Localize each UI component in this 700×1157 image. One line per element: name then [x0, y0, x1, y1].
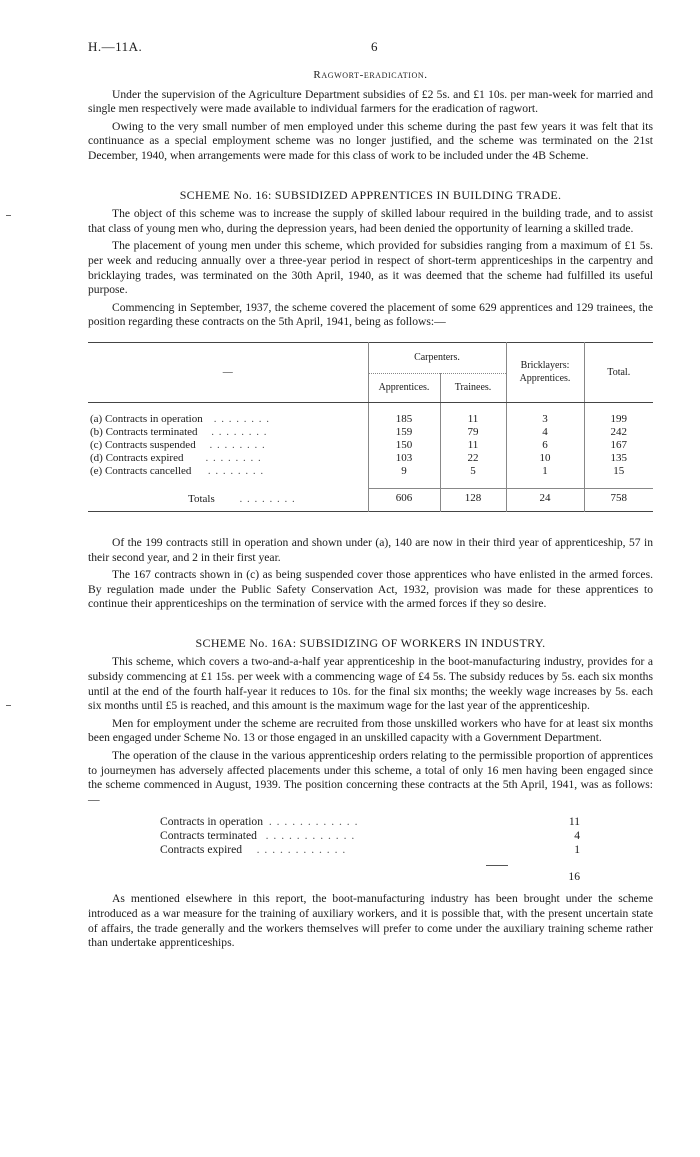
table-header-carpenters: Carpenters. [368, 342, 506, 373]
table-header-bricklayers: Bricklayers: Apprentices. [506, 342, 584, 402]
cell-total: 135 [584, 452, 653, 465]
cell-trainees: 11 [440, 439, 506, 452]
sum-rule [486, 865, 508, 866]
leader-dots: . . . . . . . . [207, 464, 265, 477]
cell-trainees: 5 [440, 465, 506, 478]
table-header-trainees: Trainees. [440, 373, 506, 402]
list-value: 11 [568, 815, 580, 829]
paragraph: Owing to the very small number of men employed under this scheme during the past few years it was felt that its continuance as a special employment scheme was no longer justified, and the scheme was terminated on the 21st December, 1940, when arrangements were made for this class of work to be included under the 4B Scheme. [88, 119, 653, 162]
cell-apprentices: 9 [368, 465, 440, 478]
margin-mark [6, 705, 11, 706]
section-heading-scheme-16a: SCHEME No. 16A: SUBSIDIZING OF WORKERS IN INDUSTRY. [195, 635, 546, 650]
list-item [160, 815, 580, 829]
list-item [160, 829, 580, 843]
cell-total: 15 [584, 465, 653, 478]
table-row [88, 426, 653, 439]
page-body [88, 68, 653, 951]
contracts-list [88, 815, 653, 884]
list-value: 1 [574, 843, 580, 857]
paragraph: Of the 199 contracts still in operation and shown under (a), 140 are now in their third year of apprenticeship, 57 in their second year, and 2 in their first year. [88, 535, 653, 564]
row-label: (e) Contracts cancelled [90, 464, 192, 477]
row-label: (b) Contracts terminated [90, 425, 198, 438]
paragraph: The 167 contracts shown in (c) as being suspended cover those apprentices who have enlisted in the armed forces. By regulation made under the Public Safety Conservation Act, 1932, provision was made for these apprentices to continue their apprenticeships on the termination of service with the armed forces if they so desire. [88, 568, 653, 611]
paragraph: Commencing in September, 1937, the scheme covered the placement of some 629 apprentices and 129 trainees, the position regarding these contracts on the 5th April, 1941, being as follows:— [88, 300, 653, 329]
table-header-apprentices: Apprentices. [368, 373, 440, 402]
leader-dots: . . . . . . . . [239, 493, 296, 506]
leader-dots: . . . . . . . . [209, 438, 266, 451]
contracts-table [88, 342, 653, 512]
paragraph: The object of this scheme was to increase the supply of skilled labour required in the building trade, and to assist that class of young men who, during the depression years, had been denied the opportunity of learning a skilled trade. [88, 207, 653, 235]
table-totals-row [88, 488, 653, 511]
row-label: (a) Contracts in operation [90, 412, 203, 425]
row-label: (d) Contracts expired [90, 451, 184, 464]
paragraph: Under the supervision of the Agriculture Department subsidies of £2 5s. and £1 10s. per man-week for married and single men respectively were made available to individual farmers for the eradication of ragwort. [88, 87, 653, 116]
cell-bricklayers: 4 [506, 426, 584, 439]
total-bricklayers: 24 [506, 488, 584, 511]
total-apprentices: 606 [368, 488, 440, 511]
cell-bricklayers: 10 [506, 452, 584, 465]
leader-dots: . . . . . . . . [211, 425, 268, 438]
cell-trainees: 79 [440, 426, 506, 439]
table-blank-header: — [88, 342, 368, 402]
cell-bricklayers: 3 [506, 413, 584, 426]
paragraph: Men for employment under the scheme are recruited from those unskilled workers who have for at least six months been engaged under Scheme No. 13 or those engaged in an unskilled capacity with a Government Department. [88, 716, 653, 745]
cell-apprentices: 185 [368, 413, 440, 426]
cell-trainees: 22 [440, 452, 506, 465]
cell-total: 199 [584, 413, 653, 426]
paragraph: The placement of young men under this scheme, which provided for subsidies ranging from a maximum of £1 5s. per week and reducing annually over a three-year period in respect of short-term apprenticeships in the carpentry and bricklaying trades, was terminated on the 30th April, 1940, as it was deemed that the scheme had fulfilled its useful purpose. [88, 239, 653, 297]
paragraph: This scheme, which covers a two-and-a-half year apprenticeship in the boot-manufacturing industry, provides for a subsidy commencing at £1 15s. per week with a commencing wage of £4 5s. The subsidy reduces by 5s. each six months until at the end of the fourth half-year it reduces to 10s. for the final six months; the weekly wage increases by 5s. each six months until £5 is reached, and this amount is the maximum wage for the last year of the apprenticeship. [88, 655, 653, 713]
cell-bricklayers: 6 [506, 439, 584, 452]
paragraph: As mentioned elsewhere in this report, the boot-manufacturing industry has been brought under the scheme introduced as a war measure for the training of auxiliary workers, and it is possible that, with the present uncertain state of affairs, the trade generally and the workers themselves will prefer to come under the auxiliary training scheme rather than undertake apprenticeships. [88, 892, 653, 950]
cell-total: 167 [584, 439, 653, 452]
list-label: Contracts expired [160, 843, 243, 857]
cell-apprentices: 103 [368, 452, 440, 465]
cell-trainees: 11 [440, 413, 506, 426]
paragraph: The operation of the clause in the various apprenticeship orders relating to the permissible proportion of apprentices to journeymen has adversely affected placements under this scheme, a total of only 16 men having been engaged since the scheme commenced in August, 1939. The position concerning these contracts at the 5th April, 1941, was as follows:— [88, 749, 653, 806]
table-row [88, 452, 653, 465]
table-row [88, 465, 653, 478]
leader-dots: . . . . . . . . . . . . [268, 815, 359, 829]
table-row [88, 439, 653, 452]
leader-dots: . . . . . . . . [213, 412, 270, 425]
cell-bricklayers: 1 [506, 465, 584, 478]
list-label: Contracts in operation [160, 815, 264, 829]
cell-apprentices: 159 [368, 426, 440, 439]
list-value: 4 [574, 829, 580, 843]
list-item [160, 843, 580, 857]
page-number: 6 [371, 39, 378, 54]
total-overall: 758 [584, 488, 653, 511]
list-total: 16 [568, 870, 580, 884]
section-heading-scheme-16: SCHEME No. 16: SUBSIDIZED APPRENTICES IN BUILDING TRADE. [179, 187, 562, 202]
total-trainees: 128 [440, 488, 506, 511]
totals-label: Totals [188, 493, 215, 506]
cell-total: 242 [584, 426, 653, 439]
cell-apprentices: 150 [368, 439, 440, 452]
row-label: (c) Contracts suspended [90, 438, 196, 451]
section-heading-ragwort: Ragwort-eradication. [313, 69, 428, 81]
table-header-total: Total. [584, 342, 653, 402]
margin-mark [6, 215, 11, 216]
table-row [88, 413, 653, 426]
document-reference: H.—11A. [88, 39, 143, 54]
leader-dots: . . . . . . . . . . . . [256, 843, 347, 857]
page-header [88, 40, 650, 58]
leader-dots: . . . . . . . . [205, 451, 262, 464]
leader-dots: . . . . . . . . . . . . [265, 829, 356, 843]
list-label: Contracts terminated [160, 829, 257, 843]
